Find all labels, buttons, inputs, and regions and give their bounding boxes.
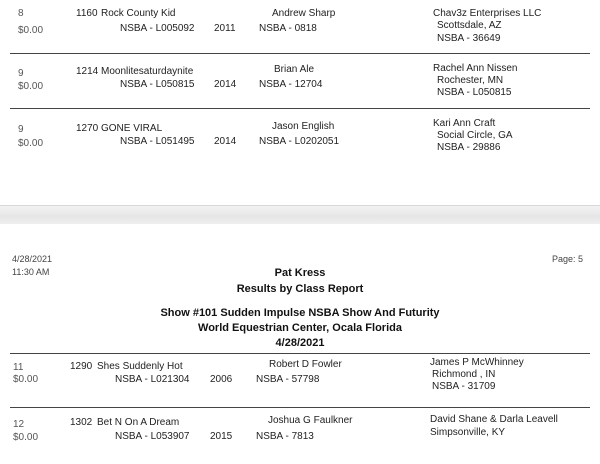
entry-year: 2006 <box>210 374 233 385</box>
entry-rider: Brian Ale <box>274 64 315 75</box>
entry-number: 1302 <box>70 417 93 428</box>
entry-horse: Shes Suddenly Hot <box>97 361 183 372</box>
entry-divider <box>10 53 590 54</box>
entry-rider-reg: NSBA - 57798 <box>256 374 320 385</box>
show-venue: World Equestrian Center, Ocala Florida <box>198 322 402 334</box>
entry-number: 1160 <box>76 8 98 19</box>
entry-rider-reg: NSBA - 12704 <box>259 79 323 90</box>
entry-owner-location: Social Circle, GA <box>437 130 513 141</box>
results-page-top <box>0 0 600 205</box>
entry-money: $0.00 <box>18 81 44 92</box>
entry-owner: Chav3z Enterprises LLC <box>433 8 542 19</box>
entry-horse-reg: NSBA - L005092 <box>120 23 195 34</box>
entry-owner: James P McWhinney <box>430 357 524 368</box>
entry-place: 8 <box>18 8 24 19</box>
entry-money: $0.00 <box>18 138 44 149</box>
entry-number: 1270 <box>76 123 99 134</box>
show-title: Show #101 Sudden Impulse NSBA Show And Futurity <box>160 307 440 319</box>
entry-divider <box>10 407 590 408</box>
entry-rider: Andrew Sharp <box>272 8 336 19</box>
entry-horse: Rock County Kid <box>101 8 176 19</box>
entry-owner-reg: NSBA - 29886 <box>437 142 501 153</box>
entry-rider: Joshua G Faulkner <box>268 415 353 426</box>
page-number: Page: 5 <box>552 254 584 264</box>
entry-money: $0.00 <box>13 432 39 443</box>
entry-year: 2014 <box>214 136 237 147</box>
entry-owner-location: Simpsonville, KY <box>430 427 506 438</box>
report-title: Results by Class Report <box>236 283 364 295</box>
report-owner-name: Pat Kress <box>274 267 326 279</box>
entry-money: $0.00 <box>13 374 39 385</box>
entry-money: $0.00 <box>18 25 44 36</box>
entry-place: 9 <box>18 124 24 135</box>
entry-owner-reg: NSBA - 31709 <box>432 381 496 392</box>
entry-rider-reg: NSBA - L0202051 <box>259 136 340 147</box>
entry-horse-reg: NSBA - L053907 <box>115 431 190 442</box>
entry-rider: Jason English <box>272 121 335 132</box>
entry-horse-reg: NSBA - L021304 <box>115 374 190 385</box>
entry-number: 1214 <box>76 66 99 77</box>
header-divider <box>10 353 590 354</box>
entry-year: 2014 <box>214 79 237 90</box>
entry-owner-reg: NSBA - L050815 <box>437 87 512 98</box>
entry-place: 11 <box>13 362 24 373</box>
entry-year: 2011 <box>214 23 236 34</box>
entry-horse: Bet N On A Dream <box>97 417 180 428</box>
entry-rider-reg: NSBA - 0818 <box>259 23 317 34</box>
entry-owner-location: Rochester, MN <box>437 75 504 86</box>
show-date: 4/28/2021 <box>275 337 325 349</box>
entry-rider-reg: NSBA - 7813 <box>256 431 314 442</box>
entry-horse: Moonlitesaturdaynite <box>101 66 194 77</box>
entry-number: 1290 <box>70 361 93 372</box>
results-page-5 <box>0 224 600 464</box>
entry-horse-reg: NSBA - L050815 <box>120 79 195 90</box>
entry-divider <box>10 108 590 109</box>
entry-owner-location: Scottsdale, AZ <box>437 20 502 31</box>
entry-owner: David Shane & Darla Leavell <box>430 414 558 425</box>
entry-owner-location: Richmond , IN <box>432 369 496 380</box>
entry-owner-reg: NSBA - 36649 <box>437 33 501 44</box>
entry-place: 9 <box>18 68 24 79</box>
entry-owner: Rachel Ann Nissen <box>433 63 518 74</box>
entry-year: 2015 <box>210 431 233 442</box>
report-time: 11:30 AM <box>12 267 50 277</box>
report-date: 4/28/2021 <box>12 254 53 264</box>
entry-place: 12 <box>13 419 25 430</box>
entry-owner: Kari Ann Craft <box>433 118 496 129</box>
page-break <box>0 205 600 225</box>
entry-horse: GONE VIRAL <box>101 123 163 134</box>
entry-rider: Robert D Fowler <box>269 359 342 370</box>
entry-horse-reg: NSBA - L051495 <box>120 136 195 147</box>
